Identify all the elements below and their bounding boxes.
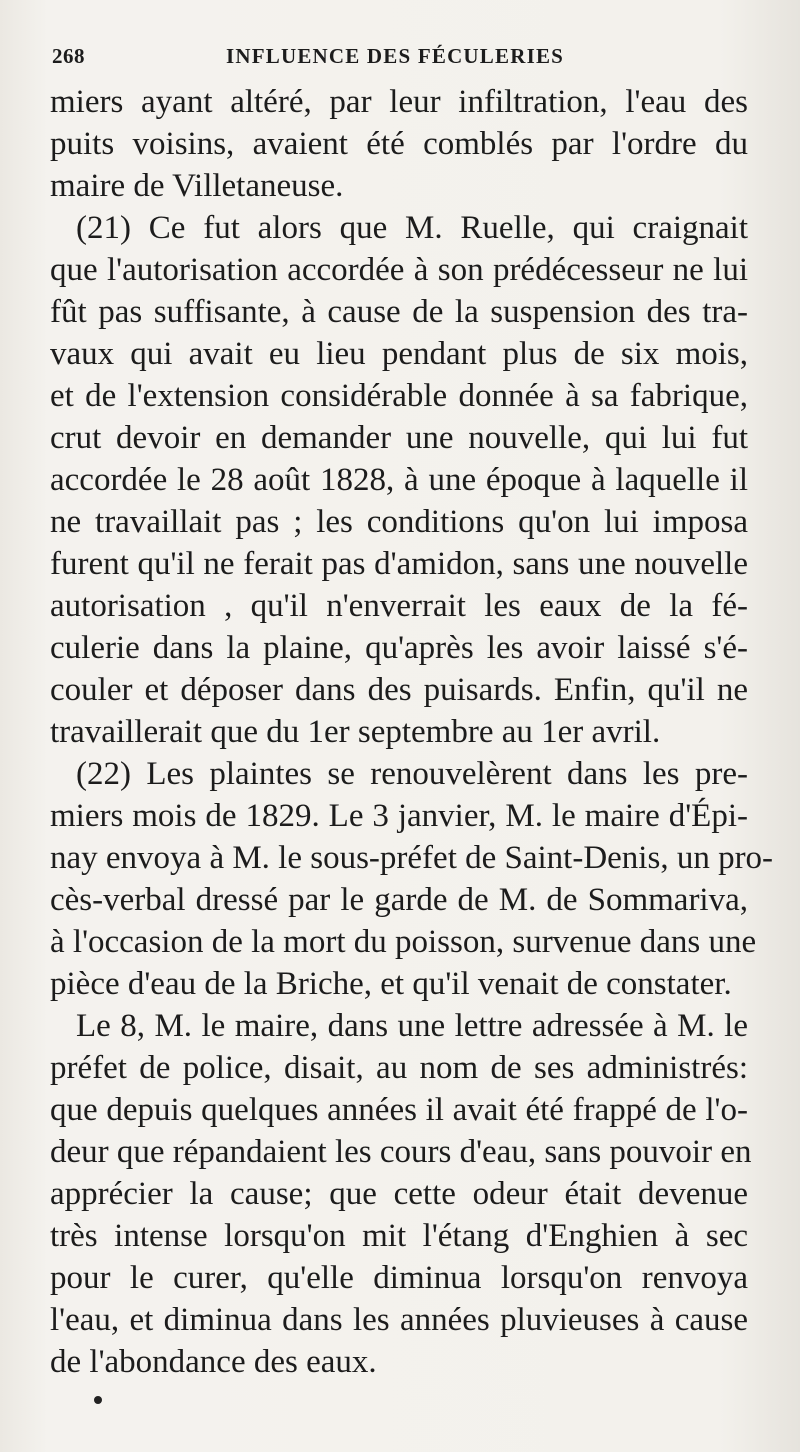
paragraph-22-start: (22) Les plaintes se renouvelèrent dans les pre- [76,756,748,792]
text-line: fût pas suffisante, à cause de la suspension des tra- [50,294,748,330]
text-line: vaux qui avait eu lieu pendant plus de six mois, [50,336,748,372]
text-line: pour le curer, qu'elle diminua lorsqu'on renvoya [50,1260,748,1296]
text-line: couler et déposer dans des puisards. Enfin, qu'il ne [50,672,748,708]
page-header [48,44,748,74]
text-line: travaillerait que du 1er septembre au 1er avril. [50,714,661,750]
text-line: miers mois de 1829. Le 3 janvier, M. le maire d'Épi- [50,798,748,834]
running-head: INFLUENCE DES FÉCULERIES [226,44,565,68]
text-line: deur que répandaient les cours d'eau, sans pouvoir en [50,1134,752,1170]
text-line: puits voisins, avaient été comblés par l'ordre du [50,126,748,162]
text-line: à l'occasion de la mort du poisson, survenue dans une [50,924,757,960]
text-line: l'eau, et diminua dans les années pluvieuses à cause [50,1302,748,1338]
text-line: ne travaillait pas ; les conditions qu'on lui imposa [50,504,748,540]
text-line: de l'abondance des eaux. [50,1344,377,1380]
page-number: 268 [52,44,85,68]
text-line: que l'autorisation accordée à son prédécesseur ne lui [50,252,748,288]
paragraph-le-8-start: Le 8, M. le maire, dans une lettre adressée à M. le [76,1008,748,1044]
text-line: autorisation , qu'il n'enverrait les eaux de la fé- [50,588,748,624]
text-line: furent qu'il ne ferait pas d'amidon, sans une nouvelle [50,546,748,582]
text-line: culerie dans la plaine, qu'après les avoir laissé s'é- [50,630,748,666]
text-line: cès-verbal dressé par le garde de M. de Sommariva, [50,882,748,918]
text-line: maire de Villetaneuse. [50,168,344,204]
text-line: accordée le 28 août 1828, à une époque à laquelle il [50,462,748,498]
text-line: très intense lorsqu'on mit l'étang d'Enghien à sec [50,1218,748,1254]
text-line: nay envoya à M. le sous-préfet de Saint-Denis, un pro- [50,840,774,876]
text-line: miers ayant altéré, par leur infiltration, l'eau des [50,84,748,120]
text-line: crut devoir en demander une nouvelle, qui lui fut [50,420,748,456]
text-line: que depuis quelques années il avait été frappé de l'o- [50,1092,748,1128]
paragraph-21-start: (21) Ce fut alors que M. Ruelle, qui craignait [76,210,748,246]
body-text [50,81,774,1383]
text-line: préfet de police, disait, au nom de ses administrés: [50,1050,748,1086]
text-line: et de l'extension considérable donnée à sa fabrique, [50,378,748,414]
text-line: apprécier la cause; que cette odeur était devenue [50,1176,748,1212]
text-line: pièce d'eau de la Briche, et qu'il venait de constater. [50,966,732,1002]
ink-speck [94,1396,102,1404]
